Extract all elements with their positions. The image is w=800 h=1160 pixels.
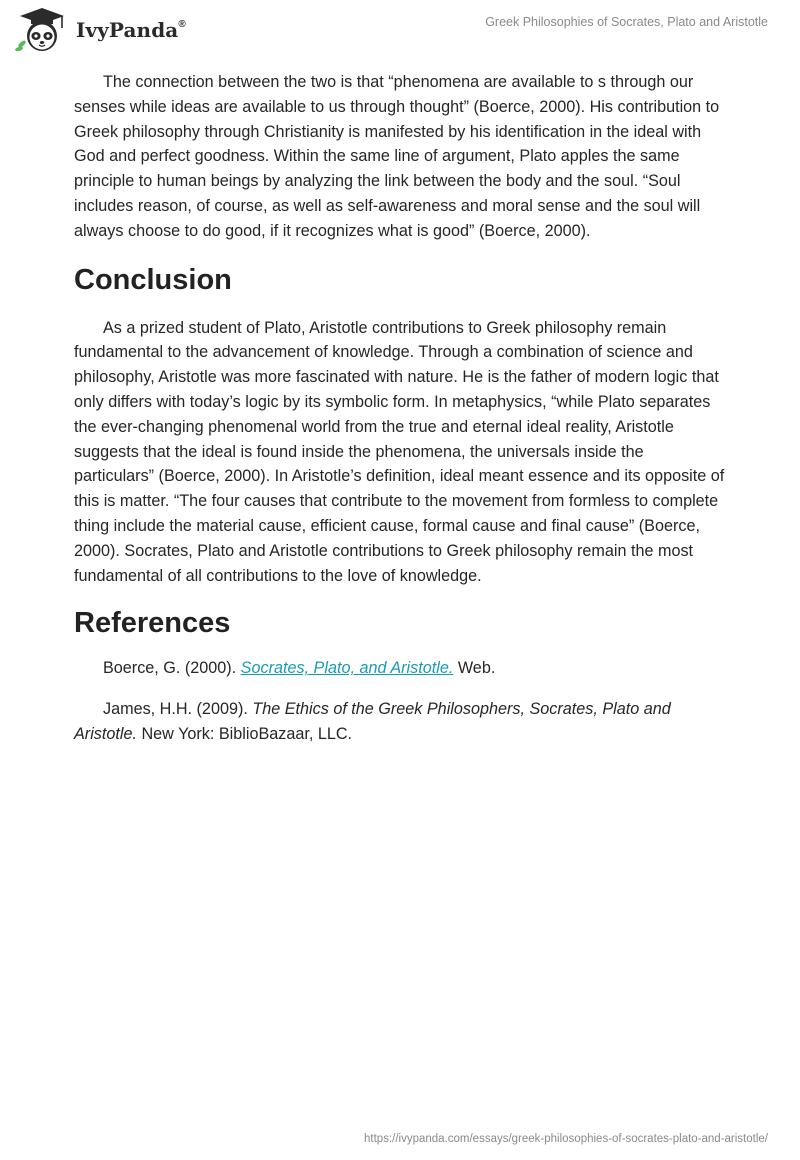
panda-logo-icon	[14, 6, 70, 54]
source-url[interactable]: https://ivypanda.com/essays/greek-philosophies-of-socrates-plato-and-aristotle/	[364, 1133, 768, 1145]
reference-item: James, H.H. (2009). The Ethics of the Greek Philosophers, Socrates, Plato and Aristotle. New York: BiblioBazaar, LLC.	[74, 700, 671, 743]
intro-paragraph: The connection between the two is that “phenomena are available to s through our senses while ideas are available to us through thought” (Boerce, 2000). His contribution to Greek philosophy through Christianity is manifested by his identification in the ideal with God and perfect goodness. Within the same line of argument, Plato apples the same principle to human beings by analyzing the link between the body and the soul. “Soul includes reason, of course, as well as self-awareness and moral sense and the soul will always choose to do good, if it recognizes what is good” (Boerce, 2000).	[74, 73, 720, 240]
conclusion-heading: Conclusion	[74, 263, 232, 296]
document-title: Greek Philosophies of Socrates, Plato and Aristotle	[485, 15, 768, 29]
brand-name: IvyPanda®	[76, 18, 186, 42]
logo[interactable]	[14, 6, 186, 54]
essay-content	[74, 70, 726, 763]
page-header	[0, 0, 800, 60]
references-heading: References	[74, 607, 231, 640]
conclusion-paragraph: As a prized student of Plato, Aristotle contributions to Greek philosophy remain fundamental to the advancement of knowledge. Through a combination of science and philosophy, Aristotle was more fascinated with nature. He is the father of modern logic that only differs with today’s logic by its symbolic form. In metaphysics, “while Plato separates the ever-changing phenomenal world from the true and eternal ideal reality, Aristotle suggests that the ideal is found inside the phenomena, the universals inside the particulars” (Boerce, 2000). In Aristotle’s definition, ideal meant essence and its opposite of this is matter. “The four causes that contribute to the movement from formless to complete thing include the material cause, efficient cause, formal cause and final cause” (Boerce, 2000). Socrates, Plato and Aristotle contributions to Greek philosophy remain the most fundamental of all contributions to the love of knowledge.	[74, 318, 725, 585]
reference-item: Boerce, G. (2000). Socrates, Plato, and Aristotle. Web.	[103, 659, 496, 678]
reference-link[interactable]: Socrates, Plato, and Aristotle.	[240, 659, 454, 678]
